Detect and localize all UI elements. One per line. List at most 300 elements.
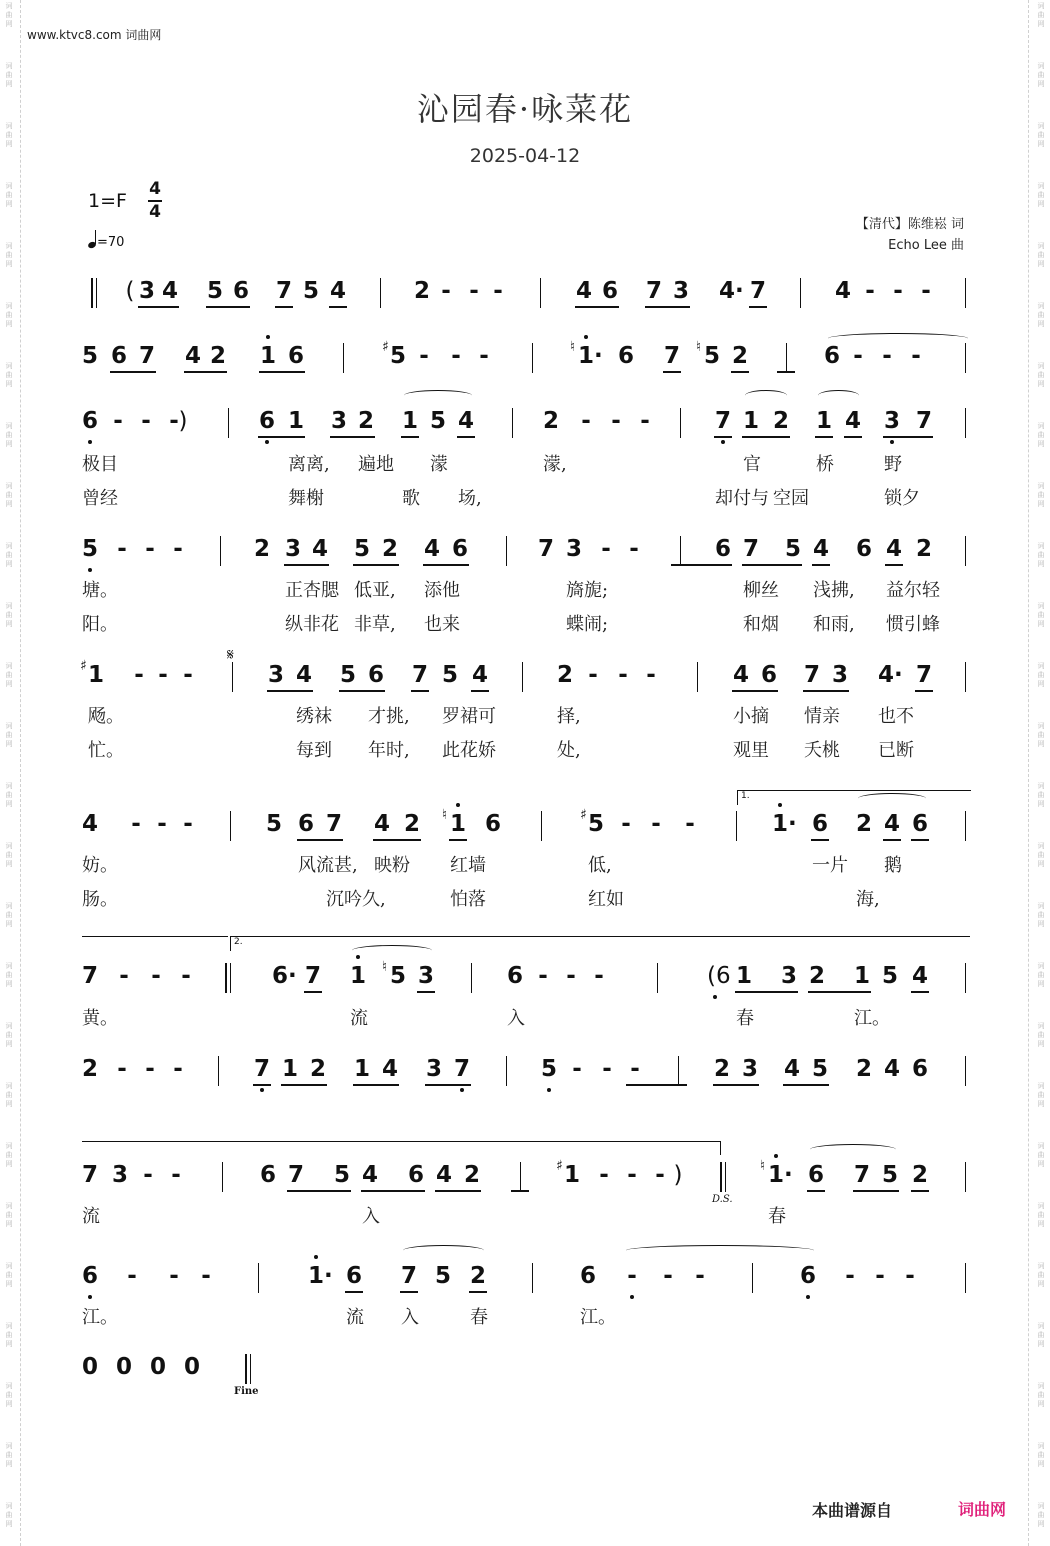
watermark-text: 词 曲 网 <box>5 1442 13 1468</box>
note: 0 <box>184 1354 201 1380</box>
note: - <box>117 1056 127 1082</box>
note: 5 <box>812 1056 829 1082</box>
watermark-text: 词 曲 网 <box>5 602 13 628</box>
note: 6 <box>408 1162 425 1188</box>
note: - <box>141 408 151 434</box>
high-octave-dot <box>774 1154 778 1158</box>
beam-underline <box>457 436 475 438</box>
note: 2 <box>916 536 933 562</box>
note: 3 <box>285 536 302 562</box>
note: - <box>655 1162 665 1188</box>
beam-underline <box>731 371 749 373</box>
watermark-text: 词 曲 网 <box>5 1082 13 1108</box>
note: 4 <box>82 811 99 837</box>
beam-underline <box>469 1291 487 1293</box>
time-signature <box>148 180 162 222</box>
note: 3 <box>781 963 798 989</box>
watermark-text: 词 曲 网 <box>5 122 13 148</box>
barline <box>678 1056 679 1086</box>
beam-underline <box>735 991 798 993</box>
note: 5 <box>430 408 447 434</box>
tempo-value: =70 <box>97 235 125 250</box>
note: - <box>113 408 123 434</box>
barline <box>380 278 381 308</box>
note: 6 <box>111 343 128 369</box>
watermark-text: 词 曲 网 <box>1037 1442 1045 1468</box>
volta-2-end <box>720 1141 721 1155</box>
watermark-text: 词 曲 网 <box>1037 122 1045 148</box>
note: - <box>441 278 451 304</box>
note: 1· <box>772 811 797 837</box>
beam-underline <box>304 991 322 993</box>
note: 6 <box>368 662 385 688</box>
watermark-text: 词 曲 网 <box>1037 602 1045 628</box>
beam-underline <box>713 1084 759 1086</box>
lyric-word: 惯引蜂 <box>886 614 940 635</box>
beam-underline <box>339 690 385 692</box>
barline <box>218 1056 219 1086</box>
barline <box>680 536 681 566</box>
lyric-word: 红如 <box>588 889 624 910</box>
note: - <box>865 278 875 304</box>
tie-arc <box>626 1245 814 1256</box>
lyric-word: 和雨, <box>813 614 855 635</box>
low-octave-dot <box>890 440 894 444</box>
footer-brand-link[interactable]: 词曲网 <box>958 1500 1007 1519</box>
note: 7 <box>715 408 732 434</box>
note: 2 <box>732 343 749 369</box>
barline <box>965 536 966 566</box>
note: 7 <box>750 278 767 304</box>
watermark-text: 词 曲 网 <box>5 962 13 988</box>
note: - <box>611 408 621 434</box>
accidental: ♮ <box>696 339 702 355</box>
ds-marking: D.S. <box>712 1194 733 1205</box>
lyric-word: 江。 <box>82 1307 118 1328</box>
note: - <box>158 662 168 688</box>
note: 7 <box>276 278 293 304</box>
lyric-word: 空园 <box>773 488 809 509</box>
note: 6 <box>580 1263 597 1289</box>
beam-underline <box>345 1291 363 1293</box>
note: 5 <box>390 963 407 989</box>
note: (6 <box>707 963 731 989</box>
beam-underline <box>803 690 849 692</box>
note: 5 <box>82 343 99 369</box>
watermark-text: 词 曲 网 <box>5 1022 13 1048</box>
beam-underline <box>329 306 347 308</box>
barline <box>522 662 523 692</box>
note: - <box>169 1263 179 1289</box>
note: 7 <box>743 536 760 562</box>
note: - <box>640 408 650 434</box>
tie-arc <box>810 1144 896 1155</box>
note: 1 <box>854 963 871 989</box>
note: 2 <box>557 662 574 688</box>
note: 6 <box>260 1162 277 1188</box>
note: 1 <box>260 343 277 369</box>
note: 4 <box>362 1162 379 1188</box>
lyric-word: 肠。 <box>82 889 118 910</box>
note: - <box>695 1263 705 1289</box>
lyric-word: 已断 <box>878 740 914 761</box>
note: 5 <box>882 1162 899 1188</box>
note: - <box>419 343 429 369</box>
note: 0 <box>116 1354 133 1380</box>
beam-underline <box>284 564 329 566</box>
note: 6 <box>259 408 276 434</box>
barline <box>220 536 221 566</box>
watermark-text: 词 曲 网 <box>5 842 13 868</box>
note: 3 <box>426 1056 443 1082</box>
lyric-word: 歌 <box>402 488 420 509</box>
note: - <box>651 811 661 837</box>
beam-underline <box>449 839 467 841</box>
lyric-word: 海, <box>856 889 880 910</box>
lyric-word: 柳丝 <box>743 580 779 601</box>
watermark-text: 词 曲 网 <box>1037 1022 1045 1048</box>
watermark-text: 词 曲 网 <box>1037 362 1045 388</box>
note: - <box>469 278 479 304</box>
lyric-word: 旖旎; <box>566 580 609 601</box>
note: 5 <box>82 536 99 562</box>
beam-underline <box>844 436 862 438</box>
beam-underline <box>400 1291 418 1293</box>
note: 5 <box>207 278 224 304</box>
barline <box>541 811 542 841</box>
volta-1: 1. <box>737 790 971 805</box>
note: 1 <box>354 1056 371 1082</box>
lyric-word: 也不 <box>878 706 914 727</box>
watermark-text: 词 曲 网 <box>1037 842 1045 868</box>
accidental: ♮ <box>570 339 576 355</box>
note: - <box>171 1162 181 1188</box>
note: 7 <box>305 963 322 989</box>
barline <box>506 1056 507 1086</box>
volta-1-continuation <box>82 936 228 937</box>
barline <box>532 1263 533 1293</box>
lyric-word: 才挑, <box>368 706 410 727</box>
watermark-text: 词 曲 网 <box>1037 722 1045 748</box>
watermark-text: 词 曲 网 <box>5 1262 13 1288</box>
accidental: ♯ <box>382 339 389 355</box>
note: 4 <box>884 811 901 837</box>
accidental: ♮ <box>760 1158 766 1174</box>
note: 7 <box>804 662 821 688</box>
note: - <box>875 1263 885 1289</box>
note: 6· <box>272 963 297 989</box>
low-octave-dot <box>260 1088 264 1092</box>
note: 3 <box>112 1162 129 1188</box>
lyric-word: 春 <box>736 1008 754 1029</box>
tie-arc <box>818 390 859 401</box>
barline <box>697 662 698 692</box>
note: - <box>151 963 161 989</box>
note: - <box>538 963 548 989</box>
note: - <box>183 811 193 837</box>
note: 5 <box>785 536 802 562</box>
beam-underline <box>287 1190 351 1192</box>
barline <box>965 963 966 993</box>
beam-underline <box>811 839 829 841</box>
note: 2 <box>543 408 560 434</box>
watermark-text: 词 曲 网 <box>1037 1382 1045 1408</box>
beam-underline <box>206 306 250 308</box>
watermark-text: 词 曲 网 <box>1037 242 1045 268</box>
watermark-text: 词 曲 网 <box>5 1322 13 1348</box>
note: - <box>157 811 167 837</box>
beam-underline <box>807 1190 825 1192</box>
lyric-word: 添他 <box>424 580 460 601</box>
beam-underline <box>714 436 732 438</box>
note: - <box>627 1263 637 1289</box>
high-octave-dot <box>314 1255 318 1259</box>
note: 4 <box>424 536 441 562</box>
lyric-word: 入 <box>507 1008 525 1029</box>
note: 6 <box>856 536 873 562</box>
lyric-word: 益尔轻 <box>886 580 940 601</box>
note: 2 <box>856 1056 873 1082</box>
time-top: 4 <box>149 179 161 199</box>
beam-underline <box>671 564 732 566</box>
watermark-text: 词 曲 网 <box>1037 902 1045 928</box>
lyric-word: 野 <box>884 454 902 475</box>
barline <box>232 662 233 692</box>
watermark-text: 词 曲 网 <box>5 422 13 448</box>
low-octave-dot <box>721 440 725 444</box>
note: 4 <box>162 278 179 304</box>
barline <box>752 1263 753 1293</box>
note: - <box>621 811 631 837</box>
lyric-word: 极目 <box>82 454 118 475</box>
note: 7 <box>454 1056 471 1082</box>
beam-underline <box>911 991 929 993</box>
beam-underline <box>911 839 929 841</box>
watermark-text: 词 曲 网 <box>5 302 13 328</box>
lyric-word: 怕落 <box>450 889 486 910</box>
note: 4 <box>813 536 830 562</box>
note: ( <box>125 278 135 304</box>
beam-underline <box>471 690 489 692</box>
double-barline <box>225 963 227 993</box>
tie-arc <box>404 390 472 401</box>
note: 4 <box>576 278 593 304</box>
lyric-word: 一片 <box>812 855 848 876</box>
note: - <box>173 1056 183 1082</box>
lyric-word: 夭桃 <box>804 740 840 761</box>
note: 1· <box>768 1162 793 1188</box>
beam-underline <box>184 371 227 373</box>
site-url[interactable]: www.ktvc8.com 词曲网 <box>27 28 162 42</box>
note: 3 <box>673 278 690 304</box>
note: - <box>169 408 179 434</box>
note: 7 <box>401 1263 418 1289</box>
note: - <box>493 278 503 304</box>
lyric-word: 塘。 <box>82 580 118 601</box>
note: 4 <box>472 662 489 688</box>
lyric-word: 风流甚, <box>298 855 358 876</box>
beam-underline <box>732 690 778 692</box>
note: 5 <box>354 536 371 562</box>
note: 2 <box>912 1162 929 1188</box>
barline <box>965 278 966 308</box>
barline <box>965 1263 966 1293</box>
note: 4 <box>886 536 903 562</box>
beam-underline <box>511 1190 529 1192</box>
lyric-word: 妨。 <box>82 855 118 876</box>
lyric-word: 低亚, <box>354 580 396 601</box>
composer: Echo Lee 曲 <box>888 238 964 253</box>
note: - <box>566 963 576 989</box>
repeat-start-barline <box>91 278 93 308</box>
segno-icon: 𝄋 <box>227 645 234 664</box>
note: - <box>127 1263 137 1289</box>
lyric-word: 场, <box>458 488 482 509</box>
note: 1 <box>350 963 367 989</box>
note: 3 <box>331 408 348 434</box>
note: - <box>143 1162 153 1188</box>
note: - <box>599 1162 609 1188</box>
note: 6 <box>82 408 99 434</box>
lyric-word: 阳。 <box>82 614 118 635</box>
lyric-word: 遍地 <box>358 454 394 475</box>
beam-underline <box>911 1190 929 1192</box>
note: 1 <box>743 408 760 434</box>
note: 1 <box>288 408 305 434</box>
watermark-text: 词 曲 网 <box>1037 2 1045 28</box>
watermark-text: 词 曲 网 <box>5 182 13 208</box>
lyric-word: 锁夕 <box>884 488 920 509</box>
note: 6 <box>82 1263 99 1289</box>
note: 7 <box>254 1056 271 1082</box>
note: 6 <box>715 536 732 562</box>
note: 0 <box>82 1354 99 1380</box>
lyric-word: 浅拂, <box>813 580 855 601</box>
note: 5 <box>340 662 357 688</box>
note: 4 <box>458 408 475 434</box>
lyric-word: 择, <box>557 706 581 727</box>
beam-underline <box>330 436 375 438</box>
note: 7 <box>538 536 555 562</box>
beam-underline <box>772 436 790 438</box>
watermark-text: 词 曲 网 <box>1037 1202 1045 1228</box>
note: 7 <box>646 278 663 304</box>
note: 4 <box>436 1162 453 1188</box>
low-octave-dot <box>88 1295 92 1299</box>
note: 5 <box>541 1056 558 1082</box>
barline <box>657 963 658 993</box>
footer-text: 本曲谱源自 <box>812 1501 893 1520</box>
note: 5 <box>334 1162 351 1188</box>
note: 5 <box>435 1263 452 1289</box>
tie-arc <box>403 1245 484 1256</box>
beam-underline <box>853 1190 899 1192</box>
watermark-text: 词 曲 网 <box>1037 1262 1045 1288</box>
note: 7 <box>326 811 343 837</box>
lyric-word: 忙。 <box>88 740 124 761</box>
note: - <box>630 1056 640 1082</box>
note: 3 <box>418 963 435 989</box>
lyric-word: 年时, <box>368 740 410 761</box>
note: 6 <box>452 536 469 562</box>
accidental: ♮ <box>442 807 448 823</box>
beam-underline <box>373 839 421 841</box>
note: - <box>451 343 461 369</box>
lyric-word: 正杏腮 <box>285 580 339 601</box>
beam-underline <box>626 1084 687 1086</box>
note: - <box>145 536 155 562</box>
note: 7 <box>664 343 681 369</box>
note: 6 <box>602 278 619 304</box>
barline <box>786 343 787 373</box>
barline <box>965 408 966 438</box>
beam-underline <box>353 1084 399 1086</box>
note: 6 <box>824 343 841 369</box>
note: - <box>845 1263 855 1289</box>
note: - <box>479 343 489 369</box>
accidental: ♮ <box>382 959 388 975</box>
note: 5 <box>442 662 459 688</box>
lyric-word: 流 <box>346 1307 364 1328</box>
note: 1 <box>736 963 753 989</box>
note: - <box>663 1263 673 1289</box>
watermark-text: 词 曲 网 <box>1037 302 1045 328</box>
date: 2025-04-12 <box>469 145 581 167</box>
lyric-word: 小摘 <box>733 706 769 727</box>
note: 1 <box>816 408 833 434</box>
note: 7 <box>82 963 99 989</box>
volta-2: 2. <box>230 936 970 951</box>
note: 6 <box>618 343 635 369</box>
barline <box>343 343 344 373</box>
note: ) <box>673 1162 683 1188</box>
watermark-text: 词 曲 网 <box>5 62 13 88</box>
lyric-word: 黄。 <box>82 1008 118 1029</box>
watermark-text: 词 曲 网 <box>5 1202 13 1228</box>
note: 4 <box>374 811 391 837</box>
note: 4 <box>845 408 862 434</box>
note: 5 <box>588 811 605 837</box>
barline <box>800 278 801 308</box>
note: 5 <box>882 963 899 989</box>
note: 3 <box>742 1056 759 1082</box>
note: 2 <box>414 278 431 304</box>
note: 2 <box>210 343 227 369</box>
lyric-word: 流 <box>82 1206 100 1227</box>
note: 3 <box>566 536 583 562</box>
note: 2 <box>809 963 826 989</box>
note: 5 <box>266 811 283 837</box>
beam-underline <box>258 436 305 438</box>
high-octave-dot <box>456 803 460 807</box>
barline <box>965 1162 966 1192</box>
beam-underline <box>417 991 435 993</box>
note: 4 <box>733 662 750 688</box>
beam-underline <box>411 690 429 692</box>
watermark-text: 词 曲 网 <box>1037 422 1045 448</box>
note: - <box>119 963 129 989</box>
lyric-word: 纵非花 <box>285 614 339 635</box>
lyric-word: 入 <box>362 1206 380 1227</box>
note: - <box>629 536 639 562</box>
note: 6 <box>233 278 250 304</box>
beam-underline <box>267 690 313 692</box>
note: 6 <box>800 1263 817 1289</box>
beam-underline <box>110 371 156 373</box>
barline <box>736 811 737 841</box>
low-octave-dot <box>88 568 92 572</box>
barline <box>258 1263 259 1293</box>
